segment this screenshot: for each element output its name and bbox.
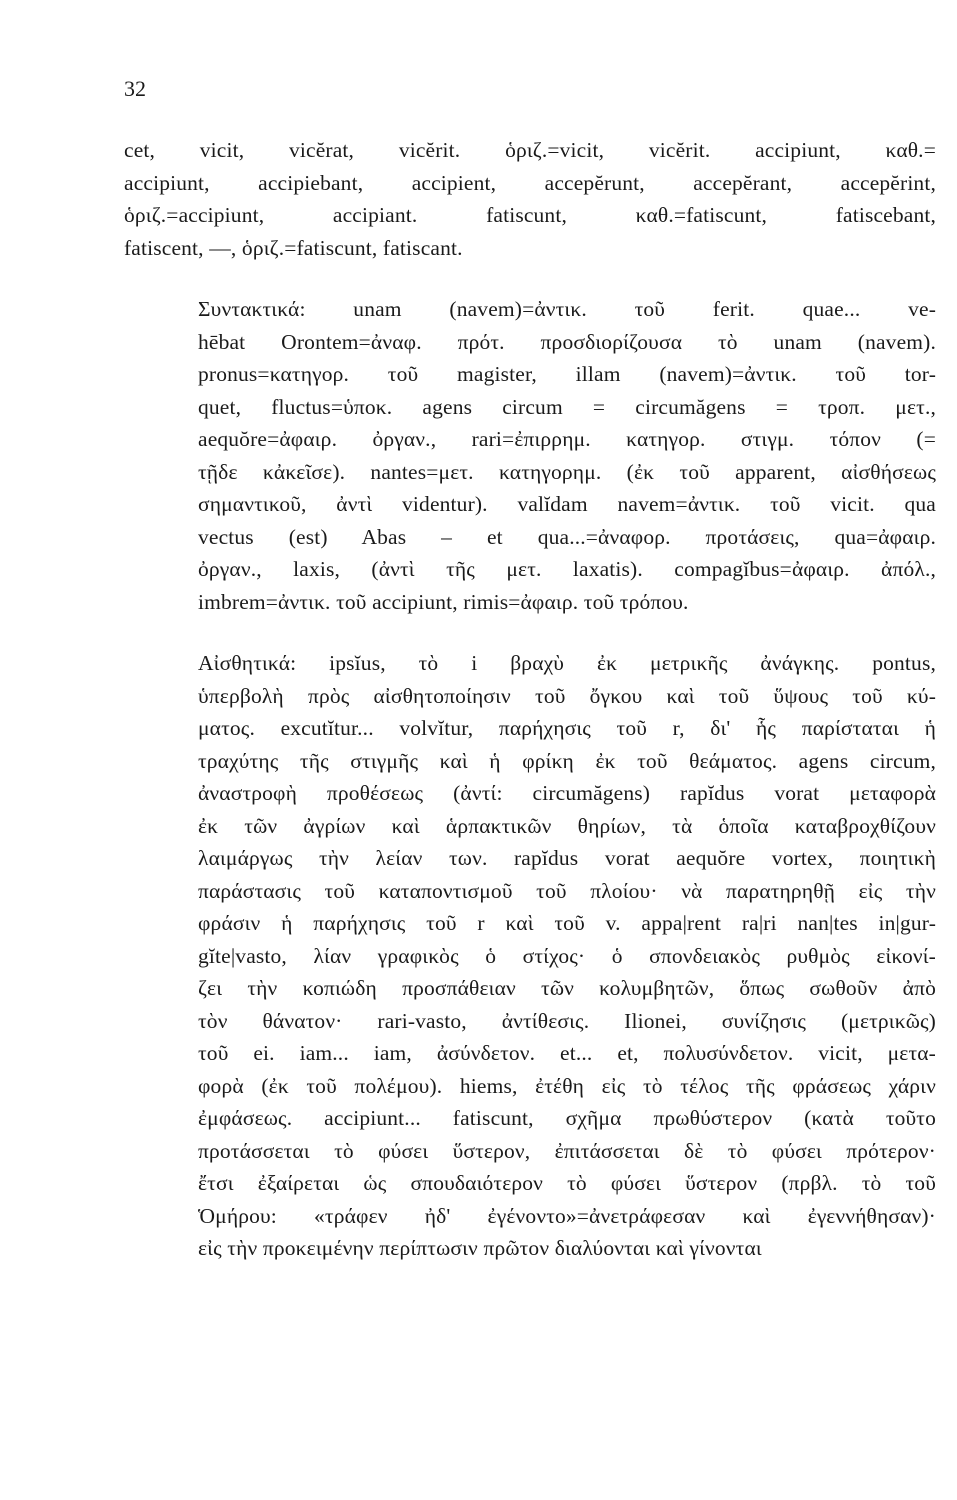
text-line: gĭte|vasto, λίαν γραφικὸς ὁ στίχος· ὁ σπονδειακὸς ρυθμὸς εἰκονί- (198, 943, 936, 968)
text-line: τῇδε κἀκεῖσε). nantes=μετ. κατηγορημ. (ἐκ τοῦ apparent, αἰσθήσεως (198, 459, 936, 484)
paragraph-aesthetic-notes (124, 647, 936, 1265)
text-line: vectus (est) Abas – et qua...=ἀναφορ. προτάσεις, qua=ἀφαιρ. (198, 524, 936, 549)
text-line: pronus=κατηγορ. τοῦ magister, illam (navem)=ἀντικ. τοῦ tor- (198, 362, 936, 386)
text-line: quet, fluctus=ὑποκ. agens circum = circumăgens = τροπ. μετ., (198, 394, 936, 419)
text-line: ἀναστροφὴ προθέσεως (ἀντί: circumăgens) rapĭdus vorat μεταφορὰ (198, 781, 936, 805)
text-line: Ὁμήρου: «τράφεν ἠδ' ἐγένοντο»=ἀνετράφεσαν καὶ ἐγεννήθησαν)· (198, 1203, 936, 1228)
text-line: φράσιν ἡ παρήχησις τοῦ r καὶ τοῦ v. appa|rent ra|ri nan|tes in|gur- (198, 911, 936, 935)
text-line: hēbat Orontem=ἀναφ. πρότ. προσδιορίζουσα τὸ unam (navem). (198, 329, 936, 354)
text-line: τοῦ ei. iam... iam, ἀσύνδετον. et... et, πολυσύνδετον. vicit, μετα- (198, 1041, 936, 1065)
text-line: imbrem=ἀντικ. τοῦ accipiunt, rimis=ἀφαιρ. τοῦ τρόπου. (198, 589, 689, 614)
text-line: fatiscent, —, ὁριζ.=fatiscunt, fatiscant. (124, 235, 463, 260)
text-line: φορὰ (ἐκ τοῦ πολέμου). hiems, ἐτέθη εἰς τὸ τέλος τῆς φράσεως χάριν (198, 1073, 936, 1098)
paragraph-syntactic-notes (124, 293, 936, 618)
paragraph-conjugation (124, 134, 936, 264)
text-line: εἰς τὴν προκειμένην περίπτωσιν πρῶτον διαλύονται καὶ γίνονται (198, 1236, 762, 1260)
text-line: ἔτσι ἐξαίρεται ὡς σπουδαιότερον τὸ φύσει ὕστερον (πρβλ. τὸ τοῦ (198, 1171, 936, 1195)
text-line: ἐκ τῶν ἀγρίων καὶ ἁρπακτικῶν θηρίων, τὰ ὁποῖα καταβροχθίζουν (198, 813, 936, 838)
text-line: προτάσσεται τὸ φύσει ὕστερον, ἐπιτάσσεται δὲ τὸ φύσει πρότερον· (198, 1138, 936, 1163)
text-line: παράστασις τοῦ καταποντισμοῦ τοῦ πλοίου· νὰ παρατηρηθῇ εἰς τὴν (198, 878, 936, 903)
text-line: ὁριζ.=accipiunt, accipiant. fatiscunt, καθ.=fatiscunt, fatiscebant, (124, 203, 936, 227)
text-line: σημαντικοῦ, ἀντὶ videntur). valĭdam navem=ἀντικ. τοῦ vicit. qua (198, 492, 936, 516)
text-line: ματος. excutĭtur... volvĭtur, παρήχησις τοῦ r, δι' ἧς παρίσταται ἡ (198, 716, 936, 740)
text-line: ἐμφάσεως. accipiunt... fatiscunt, σχῆμα πρωθύστερον (κατὰ τοῦτο (198, 1106, 936, 1130)
text-line: aequŏre=ἀφαιρ. ὀργαν., rari=ἐπιρρημ. κατηγορ. στιγμ. τόπον (= (198, 427, 936, 451)
text-line: λαιμάργως τὴν λείαν των. rapĭdus vorat aequŏre vortex, ποιητικὴ (198, 846, 936, 870)
text-line: Αἰσθητικά: ipsĭus, τὸ i βραχὺ ἐκ μετρικῆς ἀνάγκης. pontus, (198, 651, 936, 675)
text-line: cet, vicit, vicĕrat, vicĕrit. ὁριζ.=vicit, vicĕrit. accipiunt, καθ.= (124, 138, 936, 162)
text-line: ὑπερβολὴ πρὸς αἰσθητοποίησιν τοῦ ὄγκου καὶ τοῦ ὕψους τοῦ κύ- (198, 683, 936, 708)
text-line: ὀργαν., laxis, (ἀντὶ τῆς μετ. laxatis). compagĭbus=ἀφαιρ. ἀπόλ., (198, 557, 936, 581)
text-line: τὸν θάνατον· rari-vasto, ἀντίθεσις. Ilionei, συνίζησις (μετρικῶς) (198, 1008, 936, 1033)
text-line: accipiunt, accipiebant, accipient, accepĕrunt, accepĕrant, accepĕrint, (124, 170, 936, 195)
text-line: Συντακτικά: unam (navem)=ἀντικ. τοῦ ferit. quae... ve- (198, 297, 936, 321)
page-number: 32 (124, 76, 146, 101)
text-line: ζει τὴν κοπιώδη προσπάθειαν τῶν κολυμβητῶν, ὅπως σωθοῦν ἀπὸ (198, 976, 936, 1000)
body-text (124, 134, 936, 1265)
text-line: τραχύτης τῆς στιγμῆς καὶ ἡ φρίκη ἐκ τοῦ θεάματος. agens circum, (198, 748, 936, 773)
